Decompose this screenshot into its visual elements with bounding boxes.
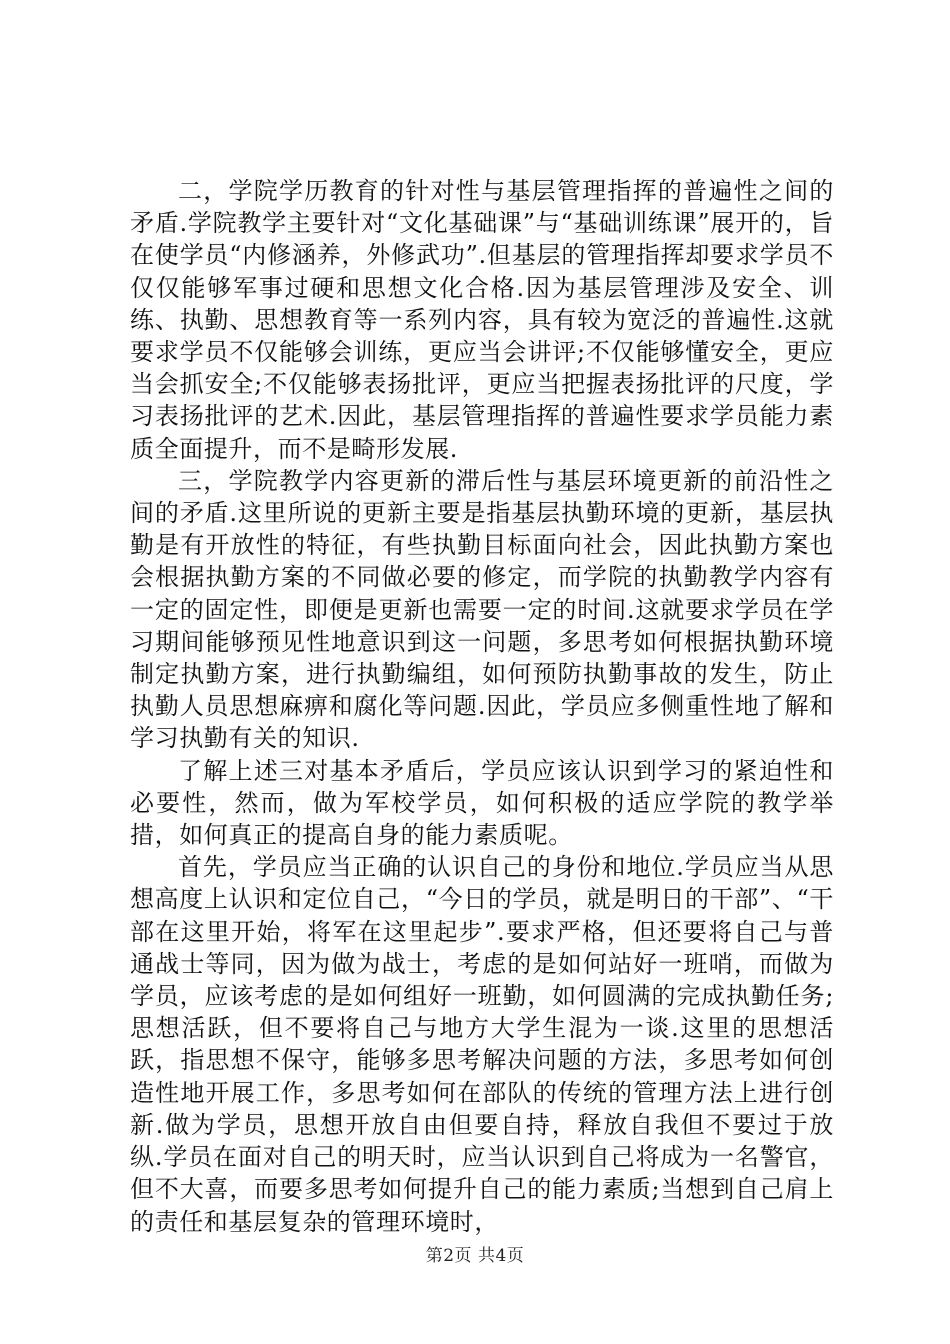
paragraph-first-point: 首先，学员应当正确的认识自己的身份和地位.学员应当从思想高度上认识和定位自己，“今日的学员，就是明日的干部”、“干部在这里开始，将军在这里起步”.要求严格，但还要将自己与普通战士等同，因为做为战士，考虑的是如何站好一班哨，而做为学员，应该考虑的是如何组好一班勤，如何圆满的完成执勤任务;思想活跃，但不要将自己与地方大学生混为一谈.这里的思想活跃，指思想不保守，能够多思考解决问题的方法，多思考如何创造性地开展工作，多思考如何在部队的传统的管理方法上进行创新.做为学员，思想开放自由但要自持，释放自我但不要过于放纵.学员在面对自己的明天时，应当认识到自己将成为一名警官，但不大喜，而要多思考如何提升自己的能力素质;当想到自己肩上的责任和基层复杂的管理环境时， bbox=[130, 853, 834, 1236]
paragraph-2: 二，学院学历教育的针对性与基层管理指挥的普遍性之间的矛盾.学院教学主要针对“文化基础课”与“基础训练课”展开的，旨在使学员“内修涵养，外修武功”.但基层的管理指挥却要求学员不仅仅能够军事过硬和思想文化合格.因为基层管理涉及安全、训练、执勤、思想教育等一系列内容，具有较为宽泛的普遍性.这就要求学员不仅能够会训练，更应当会讲评;不仅能够懂安全，更应当会抓安全;不仅能够表扬批评，更应当把握表扬批评的尺度，学习表扬批评的艺术.因此，基层管理指挥的普遍性要求学员能力素质全面提升，而不是畸形发展. bbox=[130, 177, 834, 463]
paragraph-summary: 了解上述三对基本矛盾后，学员应该认识到学习的紧迫性和必要性，然而，做为军校学员，如何积极的适应学院的教学举措，如何真正的提高自身的能力素质呢。 bbox=[130, 756, 834, 850]
document-body bbox=[130, 175, 834, 1238]
page-number-footer: 第2页 共4页 bbox=[425, 1246, 525, 1266]
paragraph-3: 三，学院教学内容更新的滞后性与基层环境更新的前沿性之间的矛盾.这里所说的更新主要是指基层执勤环境的更新，基层执勤是有开放性的特征，有些执勤目标面向社会，因此执勤方案也会根据执勤方案的不同做必要的修定，而学院的执勤教学内容有一定的固定性，即便是更新也需要一定的时间.这就要求学员在学习期间能够预见性地意识到这一问题，多思考如何根据执勤环境制定执勤方案，进行执勤编组，如何预防执勤事故的发生，防止执勤人员思想麻痹和腐化等问题.因此，学员应多侧重性地了解和学习执勤有关的知识. bbox=[130, 466, 834, 753]
